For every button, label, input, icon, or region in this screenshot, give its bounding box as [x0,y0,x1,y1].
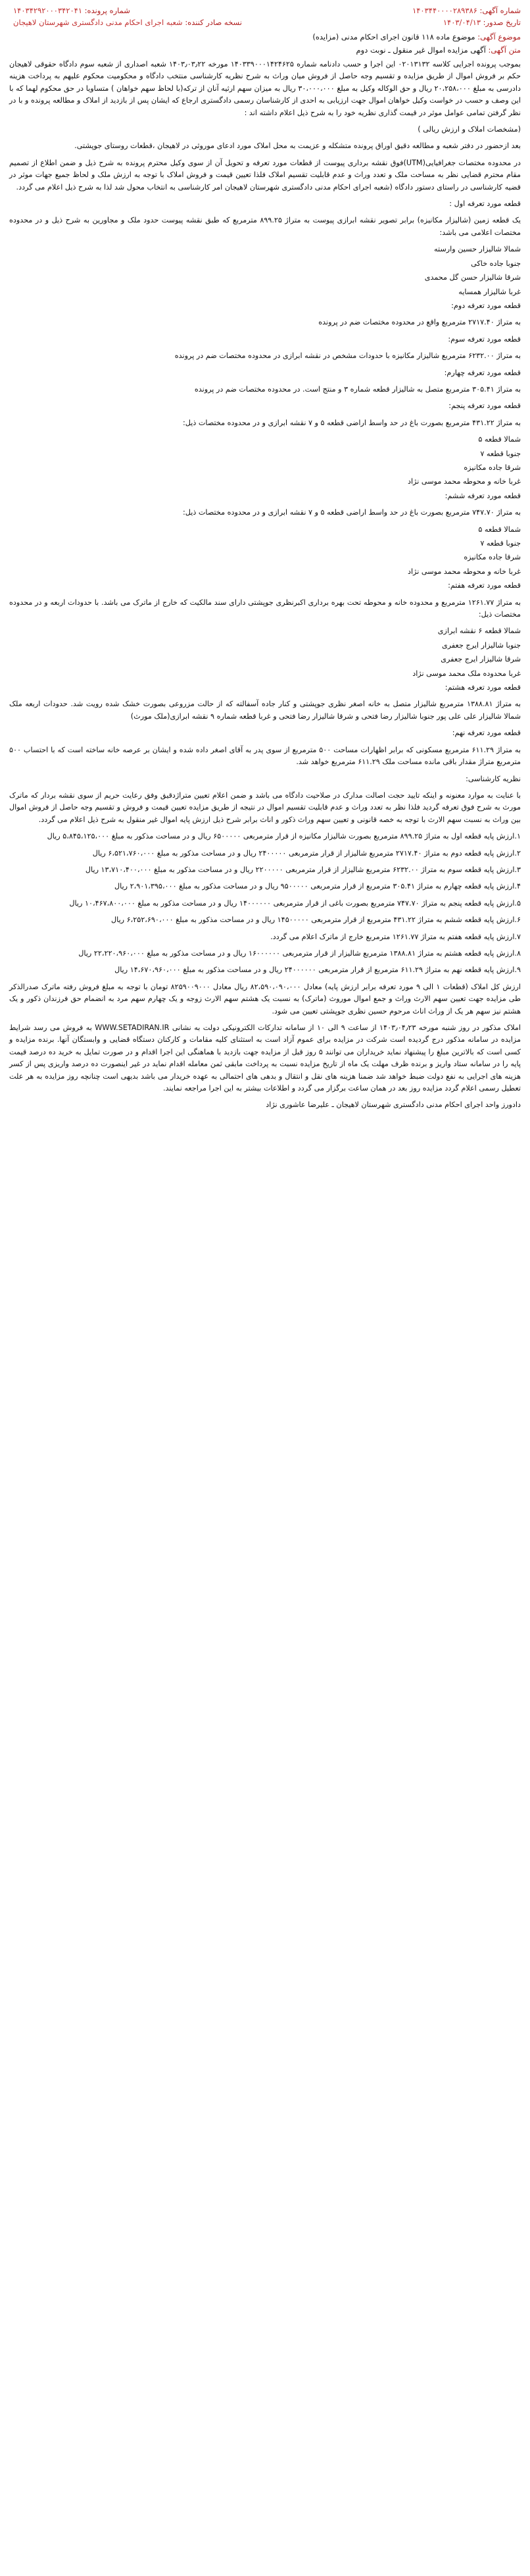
notice-paragraph: قطعه مورد تعرفه پنجم: [448,401,521,411]
notice-paragraph: یک قطعه زمین (شالیزار مکانیزه) برابر تصویر نقشه ابرازی پیوست به متراژ ۸۹۹.۲۵ مترمربع که طبق نقشه پیوست حدود ملک و مجاورین به شرح ذیل و در محدوده مختصات اعلامی می باشد: [9,216,521,237]
notice-paragraph: با عنایت به موارد معنونه و اینکه تایید حجت اصالت مدارک در صلاحیت دادگاه می باشد و ضمن اعلام تعیین متراژدقیق وفق رعایت حریم از سوی نقشه بردار که ماترک مورث به شرح فوق تعرفه گردید فلذا نظر به تعدد وراث و عدم قابلیت تقسیم اموال در نتیجه از طریق مزایده تعیین قیمت و فروش و تقسیم وجه حاصل از فروش اموال بین وراث به نسبت سهم الارث با توجه به خصه قانونی و تعیین سهم وراث ذکور و اناث برابر شرح ذیل ارزش پایه اموال غیر منقول به شرح ذیل اعلام می گردد. [9,790,521,824]
notice-paragraph: قطعه مورد تعرفه نهم: [452,729,521,738]
notice-heading: متن آگهی: آگهی مزایده اموال غیر منقول ـ نوبت دوم [356,45,521,55]
notice-paragraph: قطعه مورد تعرفه چهارم: [444,368,521,377]
notice-paragraph: به متراژ ۷۴۷.۷۰ مترمربع بصورت باغ در حد واسط اراضی قطعه ۵ و ۷ نقشه ابرازی و در محدوده مختصات ذیل: [183,508,521,517]
record-number: شماره آگهی: ۱۴۰۳۴۴۰۰۰۰۲۸۹۳۸۶ [412,6,521,15]
notice-paragraph: قطعه مورد تعرفه هشتم: [445,683,521,692]
notice-paragraph: جنوبا قطعه ۷ [480,449,521,458]
notice-paragraph: ۹.ارزش پایه قطعه نهم به متراژ ۶۱۱.۲۹ مترمربع از قرار مترمربعی ۲۴۰۰۰۰۰۰ ریال و در مساحت مذکور به مبلغ ۱۴،۶۷۰،۹۶۰،۰۰۰ ریال [114,966,521,975]
notice-paragraph: ۱.ارزش پایه قطعه اول به متراژ ۸۹۹.۲۵ مترمربع بصورت شالیزار مکانیزه از قرار مترمربعی ۶۵۰۰۰۰۰ ریال و در مساحت مذکور به مبلغ ۵،۸۴۵،۱۲۵،۰۰۰ ریال [47,832,521,841]
metadata-row-1 [9,5,521,16]
notice-paragraph: قطعه مورد تعرفه هفتم: [448,581,521,590]
notice-subject: موضوع آگهی: موضوع ماده ۱۱۸ قانون اجرای احکام مدنی (مزایده) [312,32,521,41]
notice-paragraph: غربا خانه و محوطه محمد موسی نژاد [407,477,521,486]
notice-paragraph: قطعه مورد تعرفه دوم: [451,301,521,310]
notice-paragraph: غربا خانه و محوطه محمد موسی نژاد [407,567,521,576]
notice-paragraph: بموجب پرونده اجرایی کلاسه ۰۲۰۱۳۱۳۲ این اجرا و حسب دادنامه شماره ۱۴۰۳۳۹۰۰۰۱۴۲۴۶۲۵ مورخه ۱۴۰۳٫۰۳٫۲۲ شعبه اصداری از شعبه سوم دادگاه حقوقی لاهیجان حکم بر فروش اموال از طریق مزایده و تقسیم وجه حاصل از فروش میان وراث به شرح نظریه کارشناسی منتخب دادگاه و محکومیت محکوم علیهم به پرداخت هزینه دادرسی به مبلغ ۲۰،۲۵۸،۰۰۰ ریال و حق الوکاله وکیل به مبلغ ۳۰،۰۰۰،۰۰۰ ریال به میزان سهم ارثیه آنان از ترکه(با لحاظ سهم خواهان ) متساویا در حق محکوم لهما که با این وصف و حسب در خواست وکیل خواهان اموال جهت ارزیابی به احدی از کارشناسان رسمی دادگستری ارجاع که ایشان پس از بازدید از املاک و مطالعه پرونده و با در نظر گرفتن تمامی عوامل موثر در قیمت گذاری نظریه خود را به شرح ذیل اعلام داشته اند : [9,60,521,117]
notice-paragraph: جنوبا قطعه ۷ [480,539,521,548]
notice-paragraph: ۵.ارزش پایه قطعه پنجم به متراژ ۷۴۷.۷۰ مترمربع بصورت باغی از قرار مترمربعی ۱۴۰۰۰۰۰۰ ریال و در مساحت مذکور به مبلغ ۱۰،۴۶۷،۸۰۰،۰۰۰ ریال [69,898,521,908]
notice-paragraph: به متراژ ۴۳۱.۲۲ مترمربع بصورت باغ در حد واسط اراضی قطعه ۵ و ۷ نقشه ابرازی و در محدوده مختصات ذیل: [183,418,521,427]
notice-paragraph: ۳.ارزش پایه قطعه سوم به متراژ ۶۲۳۲.۰۰ مترمربع شالیزار از قرار مترمربعی ۲۲۰۰۰۰۰ ریال و در مساحت مذکور به مبلغ ۱۳،۷۱۰،۴۰۰،۰۰۰ ریال [85,865,521,874]
notice-body [9,59,521,1095]
notice-paragraph: ارزش کل املاک (قطعات ۱ الی ۹ مورد تعرفه برابر ارزش پایه) معادل ۸۲،۵۹۰،۰۹۰،۰۰۰ ریال معادل ۸۲۵۹۰۰۹۰۰۰ تومان با توجه به مبلغ فروش رفته ماترک صدرالذکر طی مزایده جهت تعیین سهم الارث وراث و جمع اموال موروث (ماترک) به نسبت یک هشتم سهم الارث زوجه و یک چهارم سهم مرد به انضمام حق فرزندان ذکور و یک هشتم نیز سهم هر یک از وراث اناث مرحوم حسین نظری جوپشتی تعیین می شود. [9,982,521,1016]
notice-paragraph: ۴.ارزش پایه قطعه چهارم به متراژ ۳۰۵.۴۱ مترمربع از قرار مترمربعی ۹۵۰۰۰۰۰ ریال و در مساحت مذکور به مبلغ ۲،۹۰۱،۳۹۵،۰۰۰ ریال [114,882,521,891]
notice-paragraph: ۷.ارزش پایه قطعه هفتم به متراژ ۱۲۶۱.۷۷ مترمربع خارج از ماترک اعلام می گردد. [270,932,521,941]
issue-date: تاریخ صدور: ۱۴۰۳/۰۴/۱۳ [443,18,521,27]
notice-paragraph: شمالا قطعه ۵ [478,435,521,444]
notice-paragraph: در محدوده مختصات جغرافیایی(UTM)فوق نقشه برداری پیوست از قطعات مورد تعرفه و تحویل آن از سوی وکیل محترم پرونده به شرح ذیل و ضمن اطلاع از تصمیم مقام محترم قضایی نظر به مساحت ملک و تعدد وراث و عدم قابلیت تقسیم املاک فلذا تعیین قیمت و فروش املاک با توجه به ارزش ملک و لحاظ جمیع جهات موثر در قضیه کارشناسی در راستای دستور دادگاه (شعبه اجرای احکام مدنی دادگستری شهرستان لاهیجان امر کارشناسی به انتخاب محول شد لذا به شرح ذیل اعلام می گردد. [9,158,521,192]
notice-paragraph: بعد ازحضور در دفتر شعبه و مطالعه دقیق اوراق پرونده متشکله و عزیمت به محل املاک مورد ادعای موروثی در لاهیجان ،قطعات روستای جوپشتی. [74,142,521,151]
notice-paragraph: ۶.ارزش پایه قطعه ششم به متراژ ۴۳۱.۲۲ مترمربع از قرار مترمربعی ۱۴۵۰۰۰۰۰ ریال و در مساحت مذکور به مبلغ ۶،۲۵۲،۶۹۰،۰۰۰ ریال [111,915,521,925]
notice-paragraph: جنوبا جاده خاکی [471,259,521,268]
notice-paragraph: به متراژ ۲۷۱۷.۴۰ مترمربع واقع در محدوده مختصات ضم در پرونده [318,318,521,327]
notice-paragraph: ۲.ارزش پایه قطعه دوم به متراژ ۲۷۱۷.۴۰ مترمربع شالیزار از قرار مترمربعی ۲۴۰۰۰۰۰ ریال و در مساحت مذکور به مبلغ ۶،۵۲۱،۷۶۰،۰۰۰ ریال [92,848,521,858]
notice-paragraph: غربا محدوده ملک محمد موسی نژاد [412,669,521,678]
notice-paragraph: شرقا شالیزار ایرج جعفری [441,655,521,664]
notice-paragraph: شرقا جاده مکانیزه [464,463,521,472]
notice-paragraph: (مشخصات املاک و ارزش ریالی ) [418,125,521,134]
notice-paragraph: شمالا قطعه ۶ نقشه ابرازی [437,627,521,636]
notice-paragraph: غربا شالیزار همسایه [458,287,521,296]
notice-paragraph: به متراژ ۳۰۵.۴۱ مترمربع متصل به شالیزار قطعه شماره ۳ و منتج است. در محدوده مختصات ضم در پرونده [194,384,521,394]
notice-paragraph: قطعه مورد تعرفه سوم: [448,334,521,344]
notice-paragraph: ۸.ارزش پایه قطعه هشتم به متراژ ۱۳۸۸.۸۱ مترمربع شالیزار از قرار مترمربعی ۱۶۰۰۰۰۰۰ ریال و در مساحت مذکور به مبلغ ۲۲،۲۲۰،۹۶۰،۰۰۰ ریال [78,948,521,958]
notice-paragraph: شرقا شالیزار حسن گل محمدی [424,273,521,282]
notice-paragraph: املاک مذکور در روز شنبه مورخه ۱۴۰۳٫۰۴٫۲۳ از ساعت ۹ الی ۱۰ از سامانه تدارکات الکترونیکی دولت به نشانی WWW.SETADIRAN.IR به فروش می رسد شرایط مزایده در سامانه مذکور درج گردیده است شرکت در مزایده برای عموم آزاد است به استثنای کلیه مقامات و کارکنان دستگاه قضایی و وابستگان آنها. برنده مزایده و کسی است که بالاترین مبلغ را پیشنهاد نماید خریداران می توانند ۵ روز قبل از مزایده جهت بازدید با هماهنگی این اجرا اقدام و در صورت تمایل به خرید ده درصد قیمت پایه را در سامانه ستاد واریز و برنده ظرف مهلت یک ماه از تاریخ مزایده نسبت به پرداخت مابقی ثمن معامله اقدام نماید در غیر اینصورت ده درصد واریزی پس از کسر هزینه های اجرایی به نفع دولت ضبط خواهد شد ضمنا هزینه های نقل و انتقال و بدهی های احتمالی به عهده خریدار می باشد بدیهی است چنانچه روز مزایده به هر علت تعطیل رسمی اعلام گردد مزایده روز بعد در همان ساعت برگزار می گردد و اطلاعات بیشتر به این اجرا مراجعه نمایند. [9,1023,521,1093]
metadata-row-2 [9,17,521,28]
metadata-row-3 [9,32,521,42]
signature-line: دادورز واحد اجرای احکام مدنی دادگستری شهرستان لاهیجان ـ علیرضا عاشوری نژاد [266,1100,521,1110]
file-number: شماره پرونده: ۱۴۰۳۴۲۹۲۰۰۰۳۴۲۰۴۱ [13,6,130,15]
notice-metadata [9,5,521,45]
notice-paragraph: جنوبا شالیزار ایرج جعفری [441,640,521,650]
notice-paragraph: شمالا قطعه ۵ [478,525,521,534]
notice-paragraph: قطعه مورد تعرفه اول : [449,199,521,209]
notice-paragraph: به متراژ ۶۲۳۲.۰۰ مترمربع شالیزار مکانیزه با حدودات مشخص در نقشه ابرازی در محدوده مختصات ضم در پرونده [174,351,521,361]
notice-paragraph: به متراژ ۱۳۸۸.۸۱ مترمربع شالیزار متصل به خانه اصغر نظری جوپشتی و کنار جاده آسفالته که از حالت مزروعی بصورت خشک شده رویت شد. حدودات اربعه ملک شمالا شالیزار علی علی پور جنوبا شالیزار رضا فتحی و شرقا شالیزار رضا فتحی و غربا قطعه شماره ۹ نقشه ابرازی(ملک مورث) [9,700,521,721]
issuer: نسخه صادر کننده: شعبه اجرای احکام مدنی دادگستری شهرستان لاهیجان [13,18,242,27]
notice-paragraph: به متراژ ۱۲۶۱.۷۷ مترمربع و محدوده خانه و محوطه تحت بهره برداری اکبرنظری جوپشتی دارای سند مالکیت که خارج از ماترک می باشد. با حدودات اربعه و در محدوده مختصات ذیل: [9,598,521,619]
notice-paragraph: شرقا جاده مکانیزه [464,553,521,562]
notice-paragraph: قطعه مورد تعرفه ششم: [445,491,521,500]
notice-paragraph: به متراژ ۶۱۱.۲۹ مترمربع مسکونی که برابر اظهارات مساحت ۵۰۰ مترمربع از سوی پدر به آقای اصغر داده شده و ایشان بر عرصه خانه ساخته است که با احتساب ۵۰۰ مترمربع متراژ مقدار باقی مانده مساحت ملک ۶۱۱.۲۹ مترمربع خواهد شد. [9,745,521,767]
notice-paragraph: شمالا شالیزار حسین وارسته [434,245,521,254]
notice-paragraph: نظریه کارشناسی: [466,774,521,783]
